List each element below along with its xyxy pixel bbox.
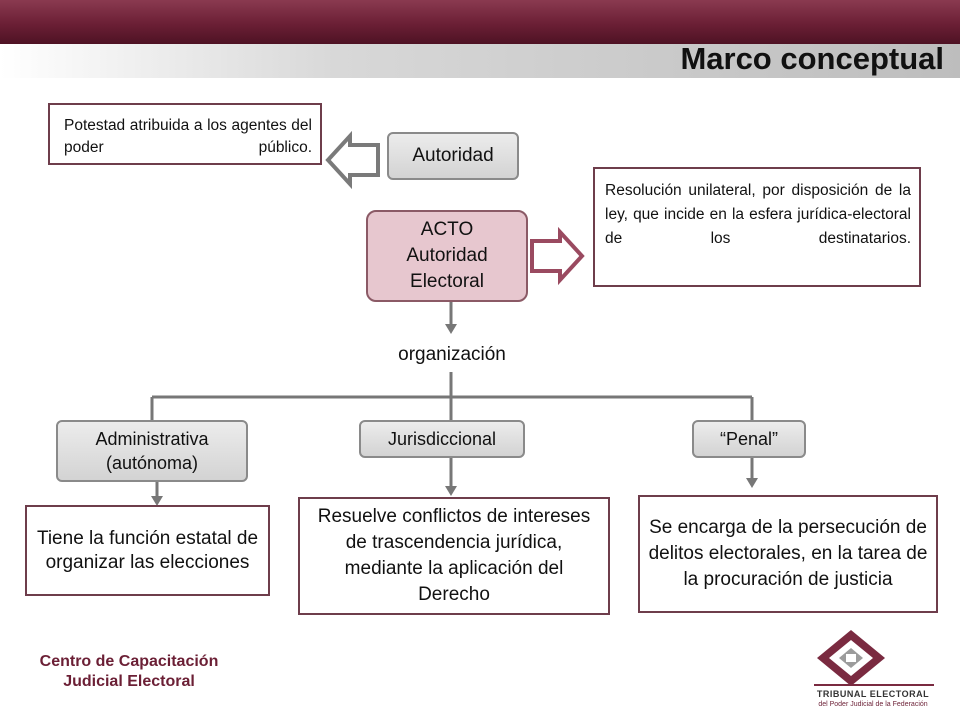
page-title: Marco conceptual bbox=[680, 41, 944, 76]
potestad-note-box bbox=[48, 103, 322, 165]
jurisdiccional-label: Jurisdiccional bbox=[387, 428, 497, 449]
administrativa-desc-box bbox=[25, 505, 270, 596]
penal-node bbox=[692, 420, 806, 458]
arrowhead-penal bbox=[746, 478, 758, 488]
right-arrow-icon bbox=[532, 232, 582, 280]
arrowhead-organizacion bbox=[445, 324, 457, 334]
tribunal-logo bbox=[800, 628, 946, 714]
jurisdiccional-desc-box bbox=[298, 497, 610, 615]
organizacion-label bbox=[376, 340, 528, 370]
resolucion-note-text: Resolución unilateral, por disposición de la ley, que incide en la esfera jurídica-electoral de los destinatarios. bbox=[605, 182, 911, 247]
resolucion-note-box bbox=[593, 167, 921, 287]
acto-line-2: Autoridad bbox=[406, 245, 488, 266]
arrowhead-juris bbox=[445, 486, 457, 496]
autoridad-label: Autoridad bbox=[412, 145, 494, 166]
autoridad-node bbox=[387, 132, 519, 180]
jurisdiccional-node bbox=[359, 420, 525, 458]
potestad-note-text: Potestad atribuida a los agentes del poder público. bbox=[64, 117, 312, 156]
penal-desc-text: Se encarga de la persecución de delitos electorales, en la tarea de la procuración de justicia bbox=[648, 517, 928, 590]
administrativa-line-1: Administrativa bbox=[95, 429, 209, 449]
acto-line-1: ACTO bbox=[420, 219, 474, 240]
administrativa-line-2: (autónoma) bbox=[105, 453, 199, 473]
left-arrow-icon bbox=[328, 136, 378, 184]
penal-desc-box bbox=[638, 495, 938, 613]
logo-text-1: TRIBUNAL ELECTORAL bbox=[816, 689, 930, 699]
logo-text-2: del Poder Judicial de la Federación bbox=[818, 701, 928, 708]
acto-node bbox=[366, 210, 528, 302]
organizacion-text: organización bbox=[398, 344, 506, 365]
footer-line-2: Judicial Electoral bbox=[63, 673, 195, 690]
acto-line-3: Electoral bbox=[410, 271, 484, 292]
penal-label: “Penal” bbox=[719, 428, 779, 449]
administrativa-desc-text: Tiene la función estatal de organizar las elecciones bbox=[36, 527, 259, 573]
administrativa-node bbox=[56, 420, 248, 482]
footer-line-1: Centro de Capacitación bbox=[39, 653, 219, 670]
jurisdiccional-desc-text: Resuelve conflictos de intereses de trascendencia jurídica, mediante la aplicación del Derecho bbox=[317, 506, 591, 605]
tribunal-emblem-icon bbox=[800, 628, 946, 688]
